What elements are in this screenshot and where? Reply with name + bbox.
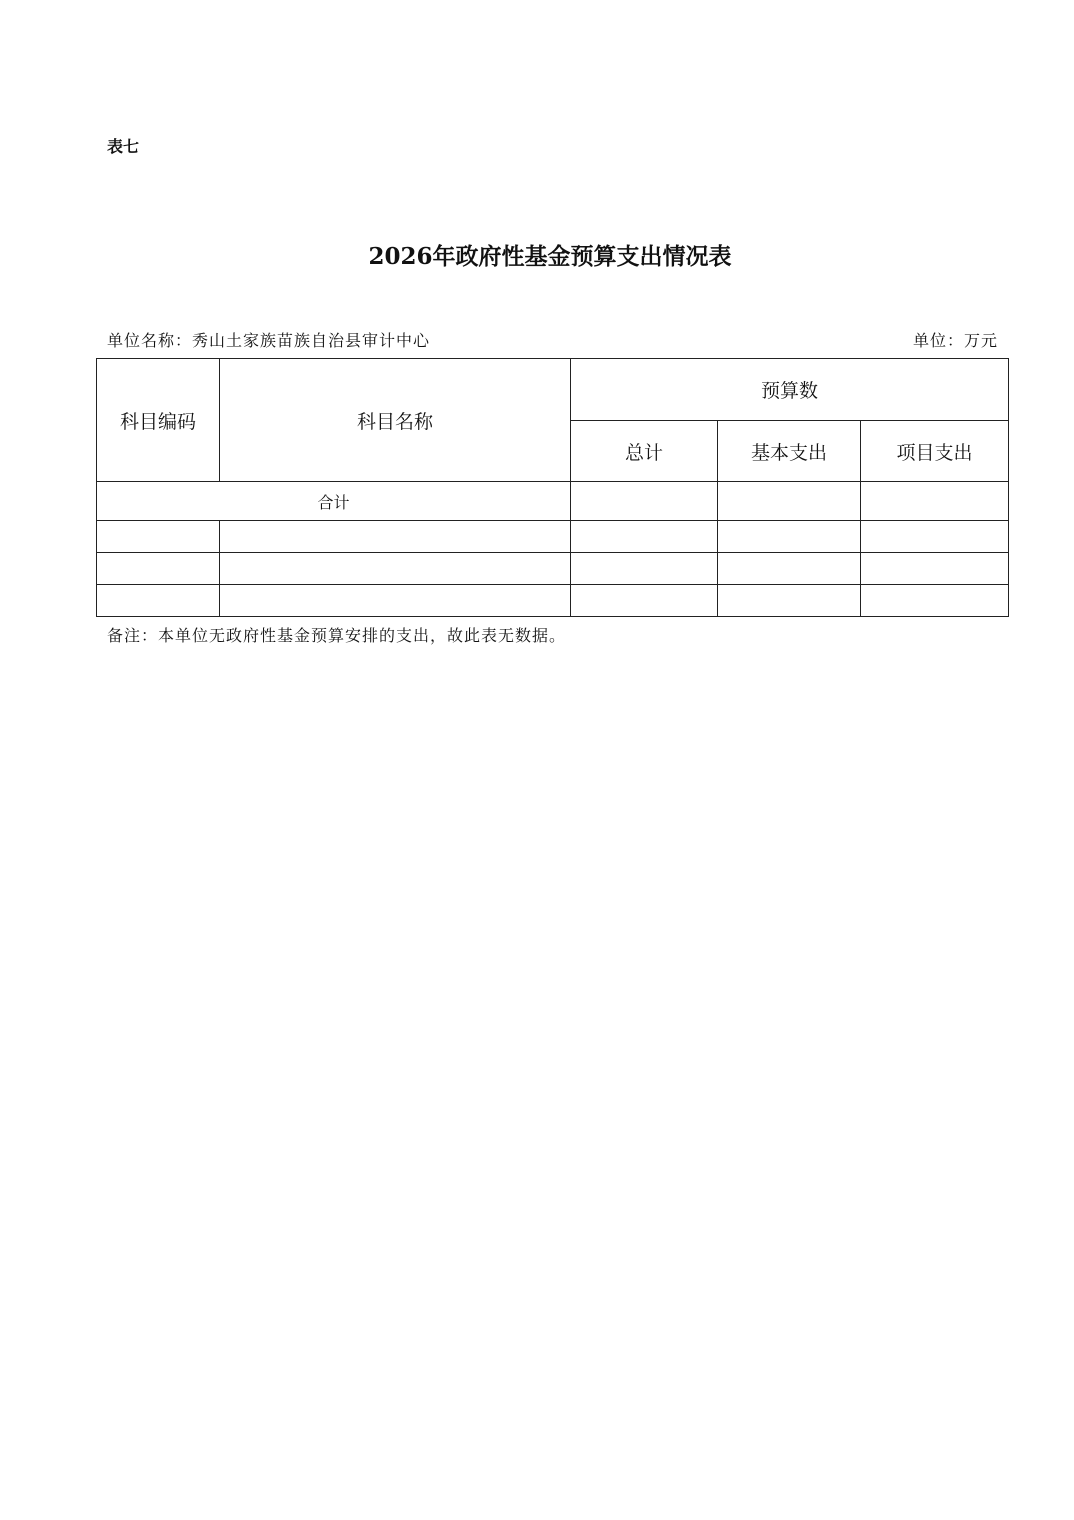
total-row [97,482,1009,521]
row-basic [718,553,861,585]
row-project [861,553,1009,585]
header-subject-code: 科目编码 [97,359,220,482]
total-row-basic [718,482,861,521]
total-row-total [571,482,718,521]
header-basic-expenditure: 基本支出 [718,421,861,482]
table-number-label: 表七 [107,137,140,156]
row-project [861,585,1009,617]
row-basic [718,585,861,617]
unit-name-label: 单位名称：秀山土家族苗族自治县审计中心 [107,331,431,350]
table-row [97,585,1009,617]
row-project [861,521,1009,553]
row-code [97,553,220,585]
total-row-label: 合计 [97,482,571,521]
row-total [571,521,718,553]
footnote: 备注：本单位无政府性基金预算安排的支出，故此表无数据。 [107,626,567,645]
row-name [220,553,571,585]
currency-unit-label: 单位：万元 [912,331,998,350]
table-row [97,521,1009,553]
row-total [571,553,718,585]
header-total: 总计 [571,421,718,482]
header-subject-name: 科目名称 [220,359,571,482]
row-name [220,521,571,553]
row-basic [718,521,861,553]
row-code [97,585,220,617]
row-total [571,585,718,617]
budget-table [96,358,1009,617]
header-project-expenditure: 项目支出 [861,421,1009,482]
page-title: 2026年政府性基金预算支出情况表 [368,243,732,270]
table-row [97,553,1009,585]
row-code [97,521,220,553]
header-budget-amount: 预算数 [571,359,1009,421]
row-name [220,585,571,617]
total-row-project [861,482,1009,521]
header-row-1 [97,359,1009,421]
